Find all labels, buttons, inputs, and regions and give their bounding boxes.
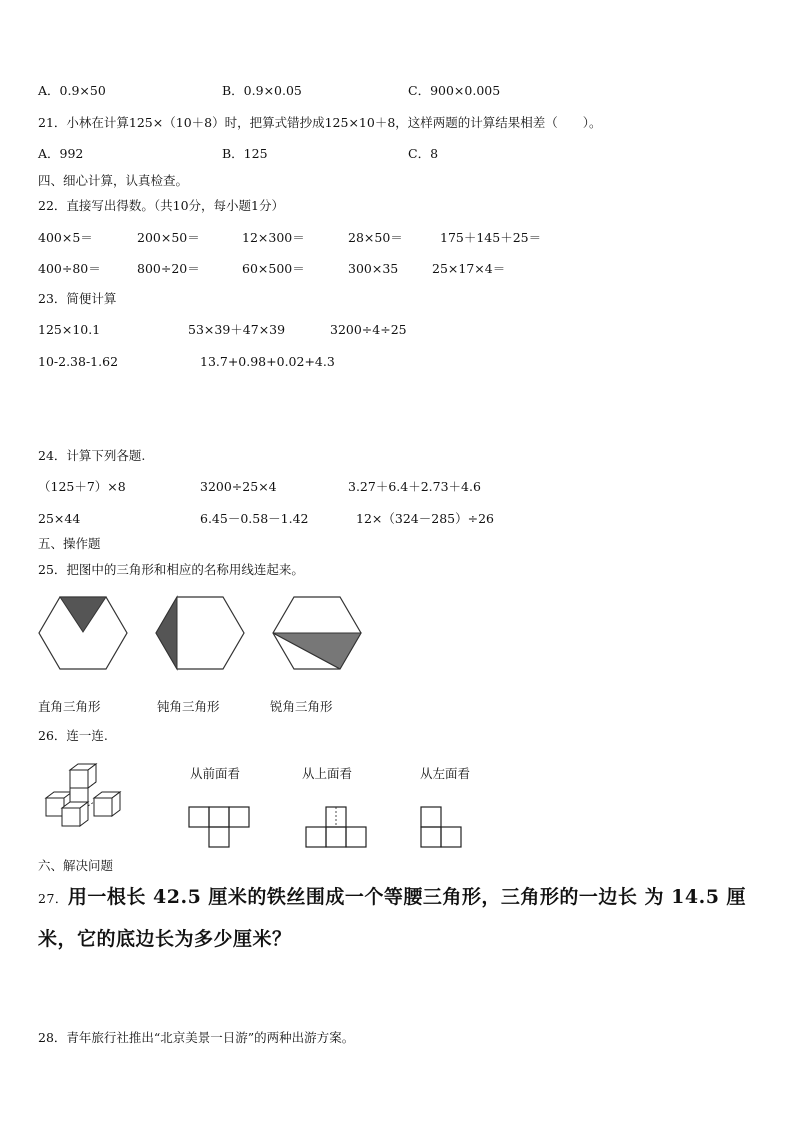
label-obtuse-triangle: 钝角三角形 — [157, 699, 220, 714]
q22-item: 200×50＝ — [137, 230, 200, 245]
label-acute-triangle: 锐角三角形 — [270, 699, 333, 714]
q20-option-c: C．900×0.005 — [408, 83, 501, 98]
hexagon-figure-2 — [155, 596, 245, 670]
q23-item: 125×10.1 — [38, 322, 101, 337]
q24-item: 6.45－0.58－1.42 — [200, 511, 309, 526]
q22-item: 25×17×4＝ — [432, 261, 506, 276]
q23-item: 53×39＋47×39 — [188, 322, 286, 337]
view-front-label: 从前面看 — [190, 766, 241, 781]
q24-item: 3200÷25×4 — [200, 479, 277, 494]
q22-item: 400÷80＝ — [38, 261, 101, 276]
q27-line2: 米，它的底边长为多少厘米？ — [38, 928, 292, 950]
q25-title: 25．把图中的三角形和相应的名称用线连起来。 — [38, 562, 304, 577]
q28-stem: 28．青年旅行社推出“北京美景一日游”的两种出游方案。 — [38, 1030, 355, 1045]
section-5-heading: 五、操作题 — [38, 536, 101, 551]
q23-item: 13.7+0.98+0.02+4.3 — [200, 354, 335, 369]
q22-item: 800÷20＝ — [137, 261, 200, 276]
q21-stem: 21．小林在计算125×（10＋8）时，把算式错抄成125×10＋8，这样两题的计算结果相差（ ）。 — [38, 115, 602, 130]
q24-item: 12×（324－285）÷26 — [356, 511, 494, 526]
q22-title: 22．直接写出得数。（共10分，每小题1分） — [38, 198, 285, 213]
q22-item: 12×300＝ — [242, 230, 305, 245]
label-right-triangle: 直角三角形 — [38, 699, 101, 714]
view-shape-3 — [420, 806, 466, 850]
hexagon-figure-1 — [38, 596, 128, 670]
q22-item: 60×500＝ — [242, 261, 305, 276]
q27-number: 27． — [38, 891, 68, 906]
q24-item: 25×44 — [38, 511, 81, 526]
q20-option-b: B．0.9×0.05 — [222, 83, 302, 98]
q21-option-c: C．8 — [408, 146, 439, 161]
section-4-heading: 四、细心计算，认真检查。 — [38, 173, 189, 188]
q22-item: 400×5＝ — [38, 230, 93, 245]
q20-option-a: A．0.9×50 — [38, 83, 106, 98]
q24-item: 3.27＋6.4＋2.73＋4.6 — [348, 479, 481, 494]
q27-text-line1: 用一根长 42.5 厘米的铁丝围成一个等腰三角形，三角形的一边长 为 14.5 厘 — [67, 886, 747, 908]
q23-title: 23．简便计算 — [38, 291, 117, 306]
q23-item: 10-2.38-1.62 — [38, 354, 119, 369]
q24-title: 24．计算下列各题. — [38, 448, 146, 463]
view-shape-2 — [305, 806, 369, 850]
view-top-label: 从上面看 — [302, 766, 353, 781]
q21-option-a: A．992 — [38, 146, 84, 161]
obtuse-triangle-shaded — [156, 597, 177, 669]
q22-item: 28×50＝ — [348, 230, 403, 245]
q22-item: 300×35 — [348, 261, 399, 276]
q27-line1 — [38, 888, 746, 907]
q26-title: 26．连一连. — [38, 728, 108, 743]
section-6-heading: 六、解决问题 — [38, 858, 114, 873]
q24-item: （125＋7）×8 — [38, 479, 126, 494]
cube-stack-figure — [42, 762, 142, 832]
q22-item: 175＋145＋25＝ — [440, 230, 542, 245]
q23-item: 3200÷4÷25 — [330, 322, 407, 337]
q21-option-b: B．125 — [222, 146, 268, 161]
view-shape-1 — [188, 806, 252, 850]
view-left-label: 从左面看 — [420, 766, 471, 781]
hexagon-figure-3 — [272, 596, 362, 670]
